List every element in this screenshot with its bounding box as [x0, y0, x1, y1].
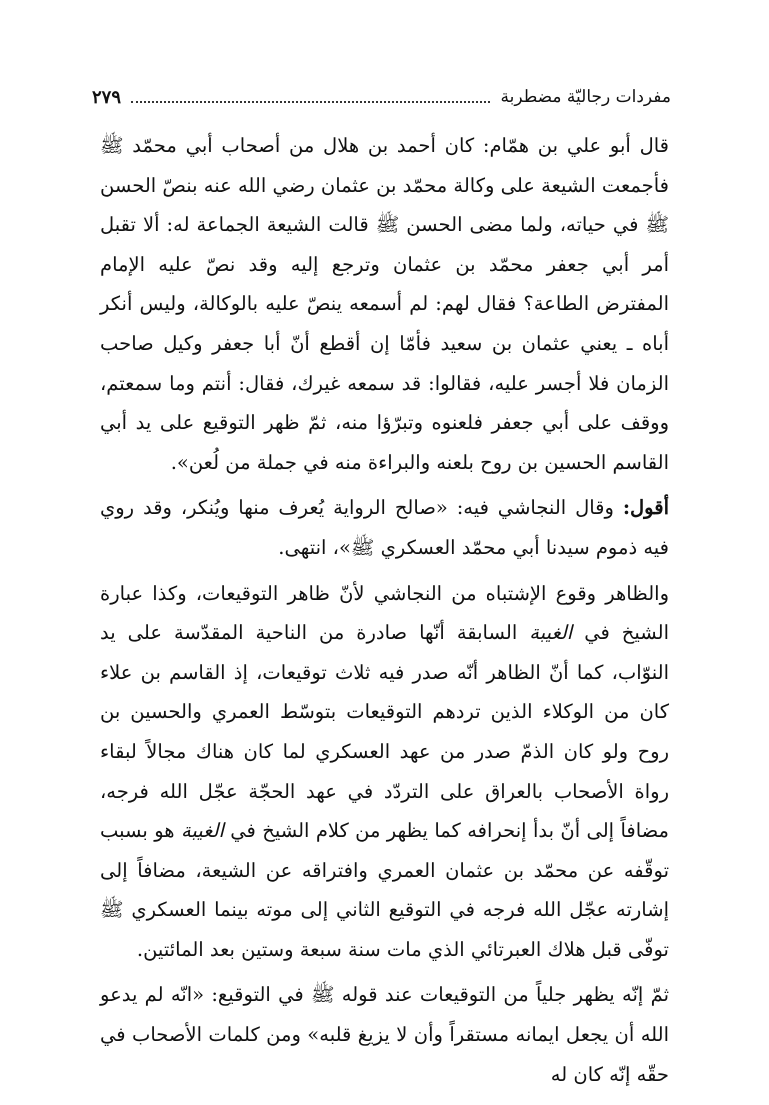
dot-leader: [131, 101, 490, 103]
paragraph-2-lead: أقول:: [622, 496, 669, 520]
paragraph-1-text: قال أبو علي بن همّام: كان أحمد بن هلال من أصحاب أبي محمّد ﷺ فأجمعت الشيعة على وكالة محمّد بن عثمان رضي الله عنه بنصّ الحسن ﷺ في حياته، ولما مضى الحسن ﷺ قالت الشيعة الجماعة له: ألا تقبل أمر أبي جعفر محمّد بن عثمان وترجع إليه وقد نصّ عليه الإمام المفترض الطاعة؟ فقال لهم: لم أسمعه ينصّ عليه بالوكالة، وليس أنكر أباه ـ يعني عثمان بن سعيد فأمّا إن أقطع أنّ أبا جعفر وكيل صاحب الزمان فلا أجسر عليه، فقالوا: قد سمعه غيرك، فقال: أنتم وما سمعتم، ووقف على أبي جعفر فلعنوه وتبرّؤا منه، ثمّ ظهر التوقيع على يد أبي القاسم الحسين بن روح بلعنه والبراءة منه في جملة من لُعن».: [100, 134, 669, 474]
book-title-ghayba-2: الغيبة: [180, 819, 224, 843]
paragraph-1: [100, 126, 669, 482]
paragraph-2-text: وقال النجاشي فيه: «صالح الرواية يُعرف منها ويُنكر، وقد روي فيه ذموم سيدنا أبي محمّد العسكري ﷺ»، انتهى.: [100, 496, 669, 559]
paragraph-2: [100, 488, 669, 567]
paragraph-4-text: ثمّ إنّه يظهر جلياً من التوقيعات عند قوله ﷺ في التوقيع: «انّه لم يدعو الله أن يجعل ايمانه مستقراً وأن لا يزيغ قلبه» ومن كلمات الأصحاب في حقّه إنّه كان له: [100, 983, 669, 1086]
paragraph-3: [100, 574, 669, 970]
paragraph-3-text-c: هو بسبب توقّفه عن محمّد بن عثمان العمري وافتراقه عن الشيعة، مضافاً إلى إشارته عجّل الله فرجه في التوقيع الثاني إلى موته بينما العسكري ﷺ توفّى قبل هلاك العبرتائي الذي مات سنة سبعة وستين بعد المائتين.: [100, 819, 669, 961]
book-title-ghayba: الغيبة: [529, 621, 573, 645]
page-body: [100, 126, 669, 1094]
paragraph-3-text-a: والظاهر وقوع الإشتباه من النجاشي لأنّ ظاهر التوقيعات، وكذا عبارة الشيخ في: [100, 581, 669, 645]
paragraph-4: [100, 975, 669, 1094]
running-header: [92, 80, 671, 114]
running-title: مفردات رجاليّة مضطربة: [500, 87, 671, 107]
paragraph-3-text-b: السابقة أنّها صادرة من الناحية المقدّسة على يد النوّاب، كما أنّ الظاهر أنّه صدر فيه ثلاث توقيعات، إذ القاسم بن علاء كان من الوكلاء الذين تردهم التوقيعات بتوسّط العمري والحسين بن روح ولو كان الذمّ صدر من عهد العسكري لما كان هناك مجالاً لبقاء رواة الأصحاب بالعراق على التردّد في عهد الحجّة عجّل الله فرجه، مضافاً إلى أنّ بدأ إنحرافه كما يظهر من كلام الشيخ في: [100, 621, 670, 843]
page-number: ٢٧٩: [92, 86, 122, 108]
